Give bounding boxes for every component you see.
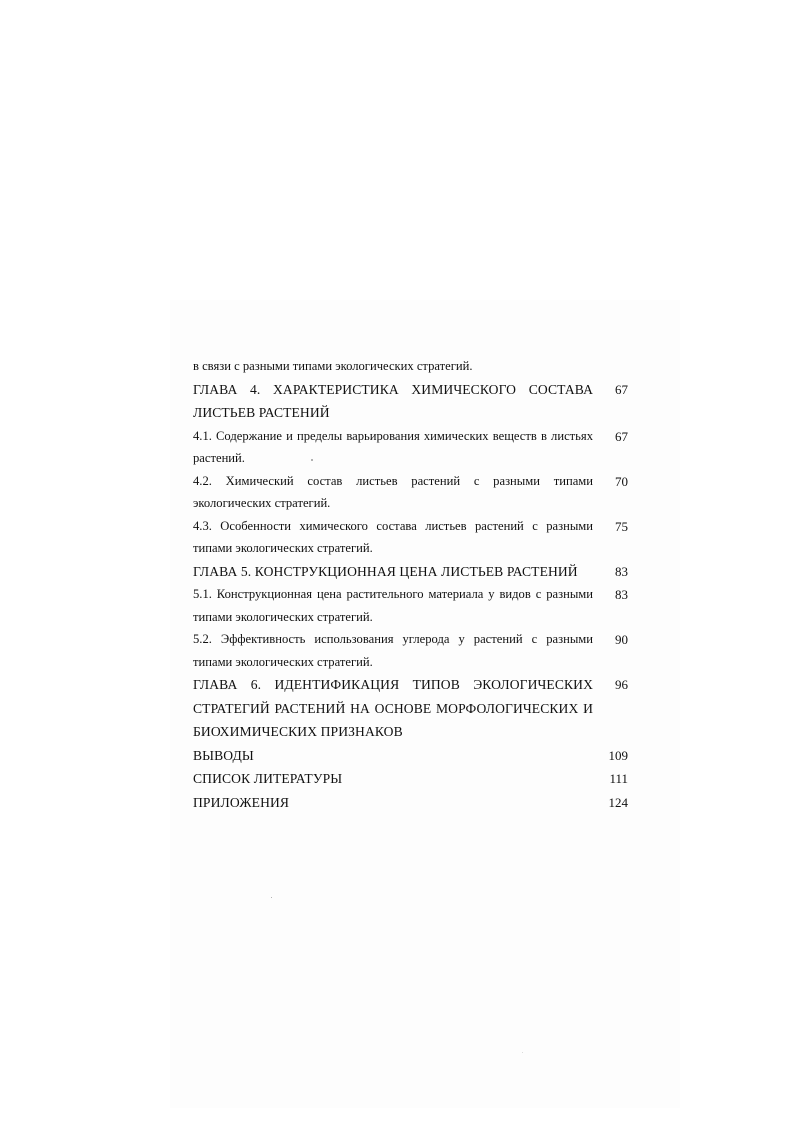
scan-speck (311, 459, 313, 461)
toc-entry-chapter-6 (193, 673, 628, 744)
toc-entry-title: 4.3. Особенности химического состава листьев растений с разными типами экологических стратегий. (193, 518, 593, 555)
toc-entry-page: 70 (615, 473, 628, 489)
toc-entry-section-4-3 (193, 515, 628, 560)
table-of-contents (193, 355, 628, 814)
toc-entry-page: 90 (615, 632, 628, 647)
toc-entry-page: 67 (615, 428, 628, 444)
toc-entry-title: 5.2. Эффективность использования углерода у растений с разными типами экологических стратегий. (193, 632, 593, 669)
toc-entry-title: 4.1. Содержание и пределы варьирования химических веществ в листьях растений. (193, 428, 593, 465)
toc-entry-appendices (193, 791, 628, 815)
toc-entry-section-4-1 (193, 425, 628, 470)
toc-entry-page: 111 (609, 771, 628, 786)
toc-entry-title: 5.1. Конструкционная цена растительного материала у видов с разными типами экологических стратегий. (193, 587, 593, 624)
toc-entry-title: ГЛАВА 5. КОНСТРУКЦИОННАЯ ЦЕНА ЛИСТЬЕВ РАСТЕНИЙ (193, 563, 578, 579)
toc-entry-page: 83 (615, 563, 628, 579)
toc-entry-title: ГЛАВА 4. ХАРАКТЕРИСТИКА ХИМИЧЕСКОГО СОСТАВА ЛИСТЬЕВ РАСТЕНИЙ (193, 381, 593, 420)
toc-continued-fragment (193, 355, 628, 378)
toc-entry-page: 96 (615, 677, 628, 692)
toc-fragment-text: в связи с разными типами экологических стратегий. (193, 359, 473, 373)
toc-entry-title: ВЫВОДЫ (193, 747, 254, 763)
toc-entry-section-4-2 (193, 470, 628, 515)
toc-entry-chapter-4 (193, 378, 628, 425)
toc-entry-page: 75 (615, 518, 628, 534)
toc-entry-page: 124 (608, 794, 628, 810)
toc-entry-chapter-5 (193, 560, 628, 584)
toc-entry-title: 4.2. Химический состав листьев растений с разными типами экологических стратегий. (193, 473, 593, 510)
toc-entry-title: СПИСОК ЛИТЕРАТУРЫ (193, 771, 343, 786)
toc-entry-page: 67 (615, 381, 628, 397)
toc-entry-conclusions (193, 744, 628, 768)
toc-entry-title: ГЛАВА 6. ИДЕНТИФИКАЦИЯ ТИПОВ ЭКОЛОГИЧЕСКИХ СТРАТЕГИЙ РАСТЕНИЙ НА ОСНОВЕ МОРФОЛОГИЧЕСКИХ И БИОХИМИЧЕСКИХ ПРИЗНАКОВ (193, 677, 593, 739)
toc-entry-section-5-1 (193, 583, 628, 628)
toc-entry-page: 109 (608, 747, 628, 763)
toc-entry-page: 83 (615, 587, 628, 602)
toc-entry-references (193, 767, 628, 791)
scan-speck (522, 1052, 523, 1053)
scan-speck (271, 897, 272, 898)
toc-entry-title: ПРИЛОЖЕНИЯ (193, 794, 290, 810)
toc-entry-section-5-2 (193, 628, 628, 673)
